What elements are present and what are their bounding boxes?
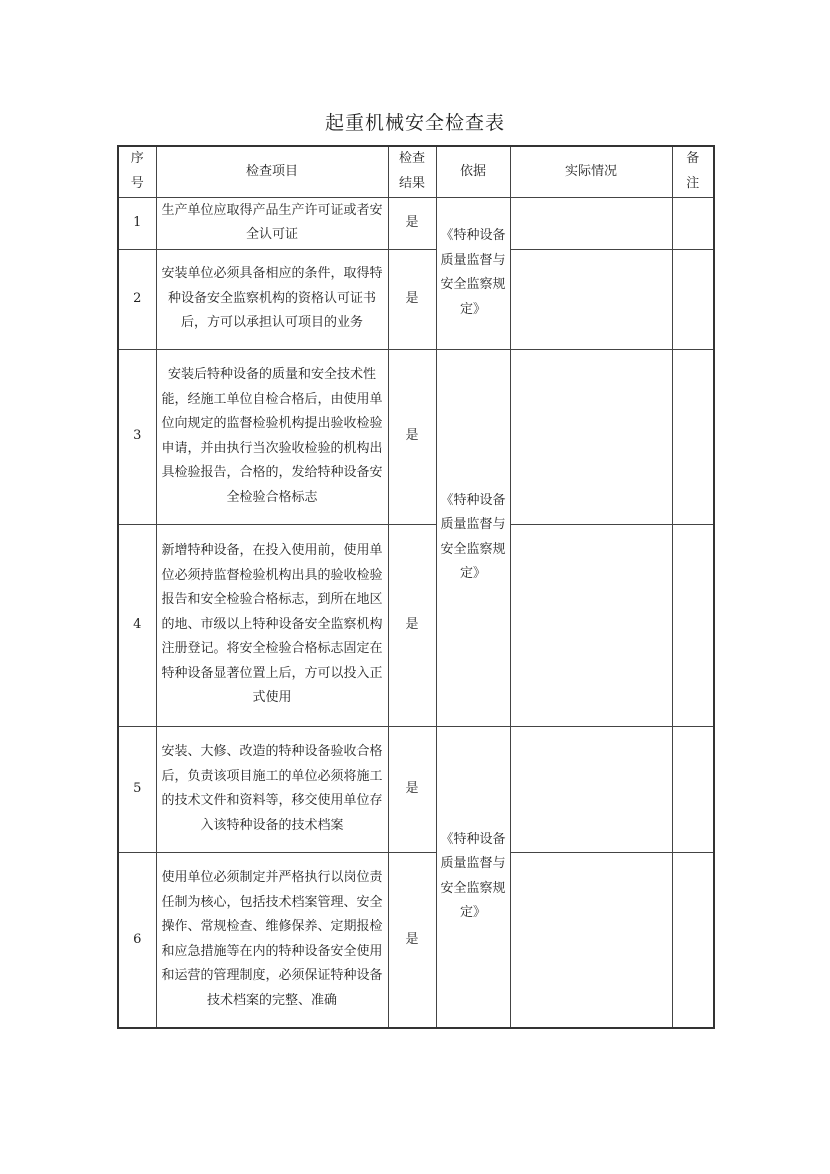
row-basis: 《特种设备质量监督与安全监察规定》 [436, 726, 510, 1028]
row-seq: 6 [118, 852, 156, 1028]
header-item: 检查项目 [156, 146, 388, 197]
row-remark [672, 852, 714, 1028]
table-row [118, 197, 714, 249]
row-result: 是 [388, 249, 436, 349]
row-actual [510, 349, 672, 524]
row-remark [672, 726, 714, 852]
row-item: 生产单位应取得产品生产许可证或者安全认可证 [156, 197, 388, 249]
row-seq: 2 [118, 249, 156, 349]
row-actual [510, 249, 672, 349]
row-remark [672, 249, 714, 349]
row-remark [672, 197, 714, 249]
row-result: 是 [388, 726, 436, 852]
row-basis: 《特种设备质量监督与安全监察规定》 [436, 349, 510, 726]
table-row [118, 524, 714, 726]
header-remark: 备 注 [672, 146, 714, 197]
row-remark [672, 349, 714, 524]
row-item: 安装单位必须具备相应的条件，取得特种设备安全监察机构的资格认可证书后，方可以承担认可项目的业务 [156, 249, 388, 349]
row-seq: 1 [118, 197, 156, 249]
row-result: 是 [388, 197, 436, 249]
row-result: 是 [388, 349, 436, 524]
row-item: 安装、大修、改造的特种设备验收合格后，负责该项目施工的单位必须将施工的技术文件和资料等，移交使用单位存入该特种设备的技术档案 [156, 726, 388, 852]
row-item: 新增特种设备，在投入使用前，使用单位必须持监督检验机构出具的验收检验报告和安全检验合格标志，到所在地区的地、市级以上特种设备安全监察机构注册登记。将安全检验合格标志固定在特种设备显著位置上后，方可以投入正式使用 [156, 524, 388, 726]
row-result: 是 [388, 524, 436, 726]
row-result: 是 [388, 852, 436, 1028]
row-seq: 3 [118, 349, 156, 524]
row-actual [510, 726, 672, 852]
row-seq: 4 [118, 524, 156, 726]
header-basis: 依据 [436, 146, 510, 197]
table-row [118, 726, 714, 852]
row-item: 安装后特种设备的质量和安全技术性能，经施工单位自检合格后，由使用单位向规定的监督检验机构提出验收检验申请，并由执行当次验收检验的机构出具检验报告，合格的，发给特种设备安全检验合格标志 [156, 349, 388, 524]
row-item: 使用单位必须制定并严格执行以岗位责任制为核心，包括技术档案管理、安全操作、常规检查、维修保养、定期报检和应急措施等在内的特种设备安全使用和运营的管理制度，必须保证特种设备技术档案的完整、准确 [156, 852, 388, 1028]
safety-check-table [117, 145, 715, 1029]
row-basis: 《特种设备质量监督与安全监察规定》 [436, 197, 510, 349]
row-actual [510, 197, 672, 249]
row-actual [510, 852, 672, 1028]
header-seq: 序 号 [118, 146, 156, 197]
row-seq: 5 [118, 726, 156, 852]
row-remark [672, 524, 714, 726]
row-actual [510, 524, 672, 726]
header-result: 检查 结果 [388, 146, 436, 197]
header-row [118, 146, 714, 197]
table-row [118, 852, 714, 1028]
table-row [118, 249, 714, 349]
header-actual: 实际情况 [510, 146, 672, 197]
table-row [118, 349, 714, 524]
page-title: 起重机械安全检查表 [324, 112, 505, 134]
